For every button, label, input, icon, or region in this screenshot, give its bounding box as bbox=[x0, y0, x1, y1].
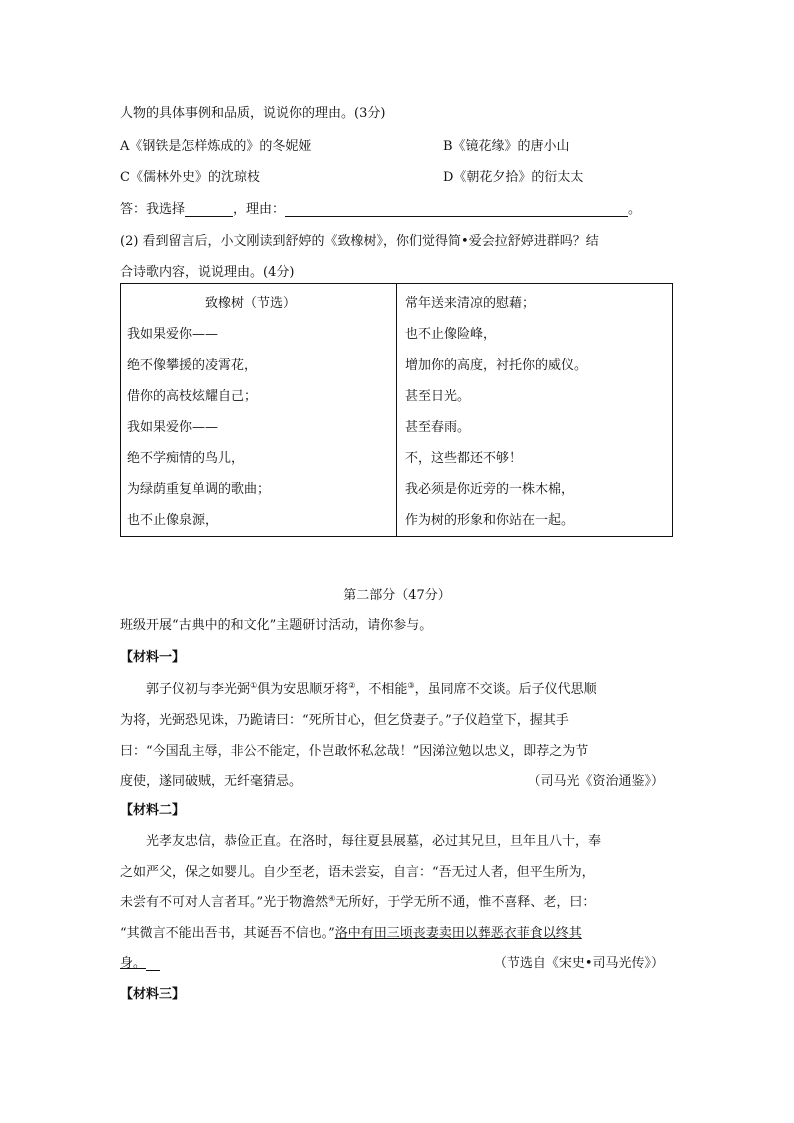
poem-line: 甚至日光。 bbox=[405, 389, 471, 404]
answer-line bbox=[120, 198, 641, 217]
material-2-source: （节选自《宋史•司马光传》） bbox=[493, 956, 664, 971]
poem-line: 增加你的高度，衬托你的威仪。 bbox=[405, 358, 588, 373]
answer-prefix: 答：我选择 bbox=[120, 202, 186, 217]
question-intro-line: 人物的具体事例和品质，说说你的理由。(3分) bbox=[120, 106, 386, 121]
poem-line: 我必须是你近旁的一株木棉， bbox=[405, 482, 575, 497]
poem-line: 借你的高枝炫耀自己； bbox=[127, 389, 258, 404]
footnote-2: ② bbox=[348, 681, 356, 690]
poem-line: 绝不学痴情的鸟儿， bbox=[127, 451, 245, 466]
poem-left-column bbox=[121, 284, 397, 537]
material-2-line1: 光孝友忠信，恭俭正直。在洛时，每往夏县展墓，必过其兄旦，旦年且八十，奉 bbox=[146, 834, 602, 849]
option-c: C《儒林外史》的沈琼枝 bbox=[120, 170, 260, 185]
poem-line: 甚至春雨。 bbox=[405, 420, 471, 435]
material-1-line1: 郭子仪初与李光弼①俱为安思顺牙将②，不相能③，虽同席不交谈。后子仪代思顺 bbox=[146, 681, 597, 697]
material-1-label: 【材料一】 bbox=[120, 650, 186, 665]
poem-line: 常年送来清凉的慰藉； bbox=[405, 296, 536, 311]
section-heading: 第二部分（47分） bbox=[343, 588, 451, 603]
poem-line: 为绿荫重复单调的歌曲； bbox=[127, 482, 271, 497]
poem-table bbox=[120, 283, 673, 537]
material-1-line2: 为将，光弼恐见诛，乃跪请曰：“死所甘心，但乞贷妻子。”子仪趋堂下，握其手 bbox=[120, 713, 569, 728]
option-d: D《朝花夕拾》的衍太太 bbox=[443, 170, 584, 185]
footnote-1: ① bbox=[250, 681, 258, 690]
poem-line: 我如果爱你—— bbox=[127, 327, 219, 342]
material-1-line3: 曰：“今国乱主辱，非公不能定，仆岂敢怀私忿哉！”因涕泣勉以忠义，即荐之为节 bbox=[120, 744, 589, 759]
question-2-line2: 合诗歌内容，说说理由。(4分) bbox=[120, 265, 295, 280]
poem-line: 也不止像险峰， bbox=[405, 327, 497, 342]
material-2-line2: 之如严父，保之如婴儿。自少至老，语未尝妄，自言：“吾无过人者，但平生所为， bbox=[120, 865, 595, 880]
material-2-label: 【材料二】 bbox=[120, 803, 186, 818]
answer-middle: ，理由： bbox=[233, 202, 286, 217]
footnote-4: ④ bbox=[328, 894, 336, 903]
activity-intro: 班级开展“古典中的和文化”主题研讨活动，请你参与。 bbox=[120, 618, 433, 633]
poem-line: 也不止像泉源， bbox=[127, 513, 219, 528]
poem-right-column bbox=[397, 284, 673, 537]
choice-blank[interactable] bbox=[185, 203, 233, 217]
option-a: A《钢铁是怎样炼成的》的冬妮娅 bbox=[120, 139, 312, 154]
poem-title: 致橡树（节选） bbox=[205, 296, 297, 311]
material-3-label: 【材料三】 bbox=[120, 987, 186, 1002]
material-2-line4: “其微言不能出吾书，其诞吾不信也。”洛中有田三顷丧妻卖田以葬恶衣菲食以终其 bbox=[120, 926, 582, 941]
material-1-source: （司马光《资治通鉴》） bbox=[527, 774, 664, 789]
poem-line: 绝不像攀援的凌霄花， bbox=[127, 358, 258, 373]
footnote-3: ③ bbox=[407, 681, 415, 690]
answer-end: 。 bbox=[628, 202, 642, 217]
material-2-line5 bbox=[120, 952, 160, 971]
poem-line: 作为树的形象和你站在一起。 bbox=[405, 513, 575, 528]
poem-line: 不，这些都还不够！ bbox=[405, 451, 523, 466]
question-2-line1: (2) 看到留言后，小文刚读到舒婷的《致橡树》，你们觉得简•爱会拉舒婷进群吗？结 bbox=[120, 234, 599, 249]
poem-line: 我如果爱你—— bbox=[127, 420, 219, 435]
material-1-line4: 度使，遂同破贼，无纤毫猜忌。 bbox=[120, 774, 303, 789]
reason-blank[interactable] bbox=[285, 203, 628, 217]
option-b: B《镜花缘》的唐小山 bbox=[443, 139, 570, 154]
underlined-sentence-end: 身。 bbox=[120, 956, 147, 971]
underlined-sentence: 洛中有田三顷丧妻卖田以葬恶衣菲食以终其 bbox=[334, 926, 582, 941]
material-2-line3: 未尝有不可对人言者耳。”光于物澹然④无所好，于学无所不通，惟不喜释、老，曰： bbox=[120, 894, 596, 910]
